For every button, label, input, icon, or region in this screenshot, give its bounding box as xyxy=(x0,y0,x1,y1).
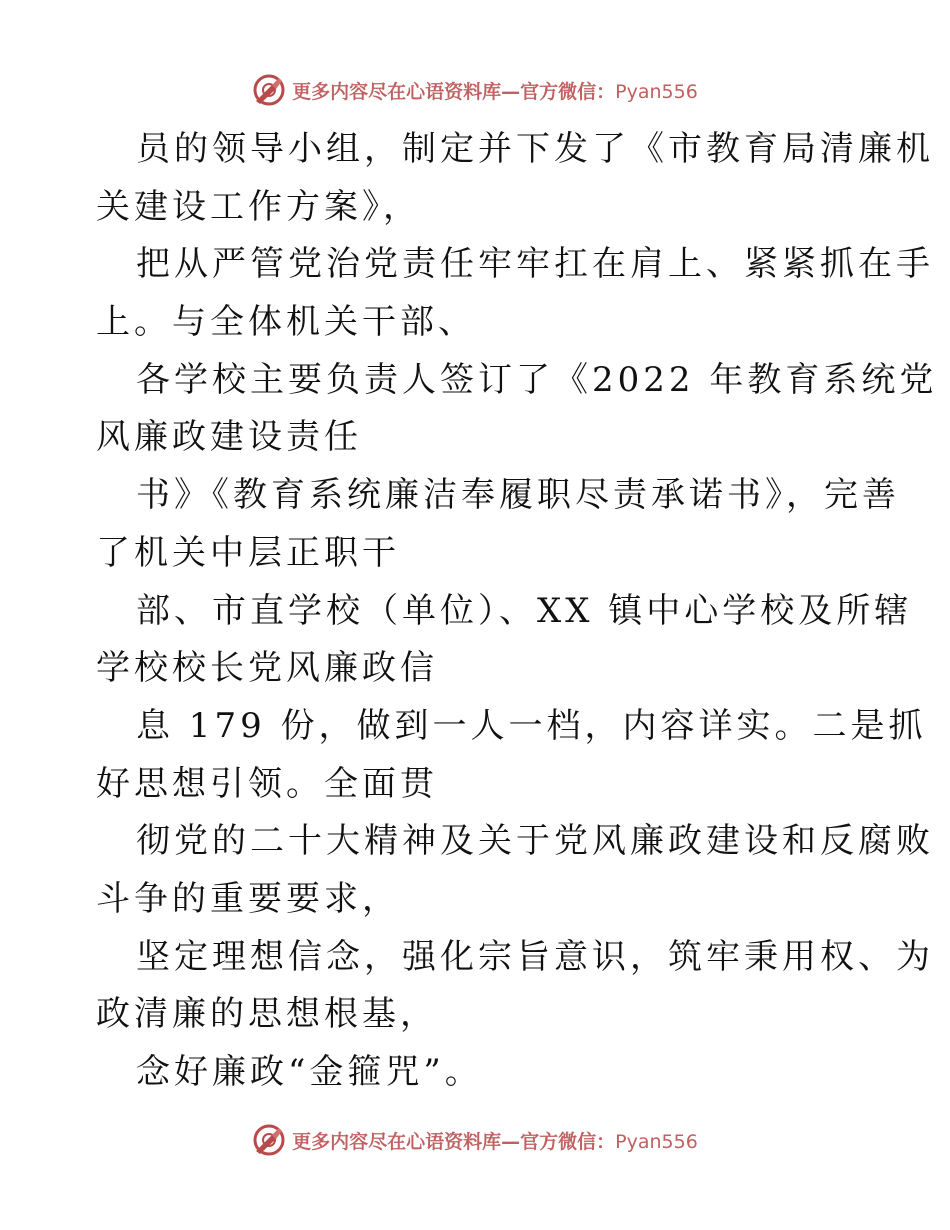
body-text-line: 各学校主要负责人签订了《2022 年教育系统党 xyxy=(136,359,938,400)
document-body xyxy=(96,121,938,1102)
body-text-line: 斗争的重要要求， xyxy=(96,878,400,919)
body-text-line: 好思想引领。全面贯 xyxy=(96,763,438,804)
body-text-line: 彻党的二十大精神及关于党风廉政建设和反腐败 xyxy=(136,821,934,862)
body-text-line: 息 179 份，做到一人一档，内容详实。二是抓 xyxy=(136,705,927,746)
body-text-line: 坚定理想信念，强化宗旨意识，筑牢秉用权、为 xyxy=(136,936,934,977)
body-text-line: 把从严管党治党责任牢牢扛在肩上、紧紧抓在手 xyxy=(136,244,934,285)
body-text-line: 了机关中层正职干 xyxy=(96,532,400,573)
body-text-line: 关建设工作方案》， xyxy=(96,186,421,227)
banner-wechat-id: Pyan556 xyxy=(615,80,698,103)
body-text-line: 风廉政建设责任 xyxy=(96,417,362,458)
banner-site-text: 更多内容尽在心语资料库—官方微信： xyxy=(292,80,616,103)
body-text-line: 念好廉政“金箍咒”。 xyxy=(136,1052,483,1092)
body-text-line: 员的领导小组，制定并下发了《市教育局清廉机 xyxy=(136,129,934,169)
banner-text xyxy=(292,1127,698,1154)
pen-circle-logo-icon xyxy=(252,73,286,107)
banner-site-text: 更多内容尽在心语资料库—官方微信： xyxy=(292,1130,616,1153)
body-text-line: 书》《教育系统廉洁奉履职尽责承诺书》，完善 xyxy=(136,475,900,516)
body-text-line: 学校校长党风廉政信 xyxy=(96,648,438,689)
banner-wechat-id: Pyan556 xyxy=(615,1130,698,1153)
body-text-line: 上。与全体机关干部、 xyxy=(96,302,476,343)
header-banner xyxy=(0,70,950,110)
body-text-line: 政清廉的思想根基， xyxy=(96,994,438,1035)
footer-banner xyxy=(0,1120,950,1160)
pen-circle-logo-icon xyxy=(252,1123,286,1157)
body-text-line: 部、市直学校（单位）、XX 镇中心学校及所辖 xyxy=(136,590,913,631)
banner-text xyxy=(292,77,698,104)
